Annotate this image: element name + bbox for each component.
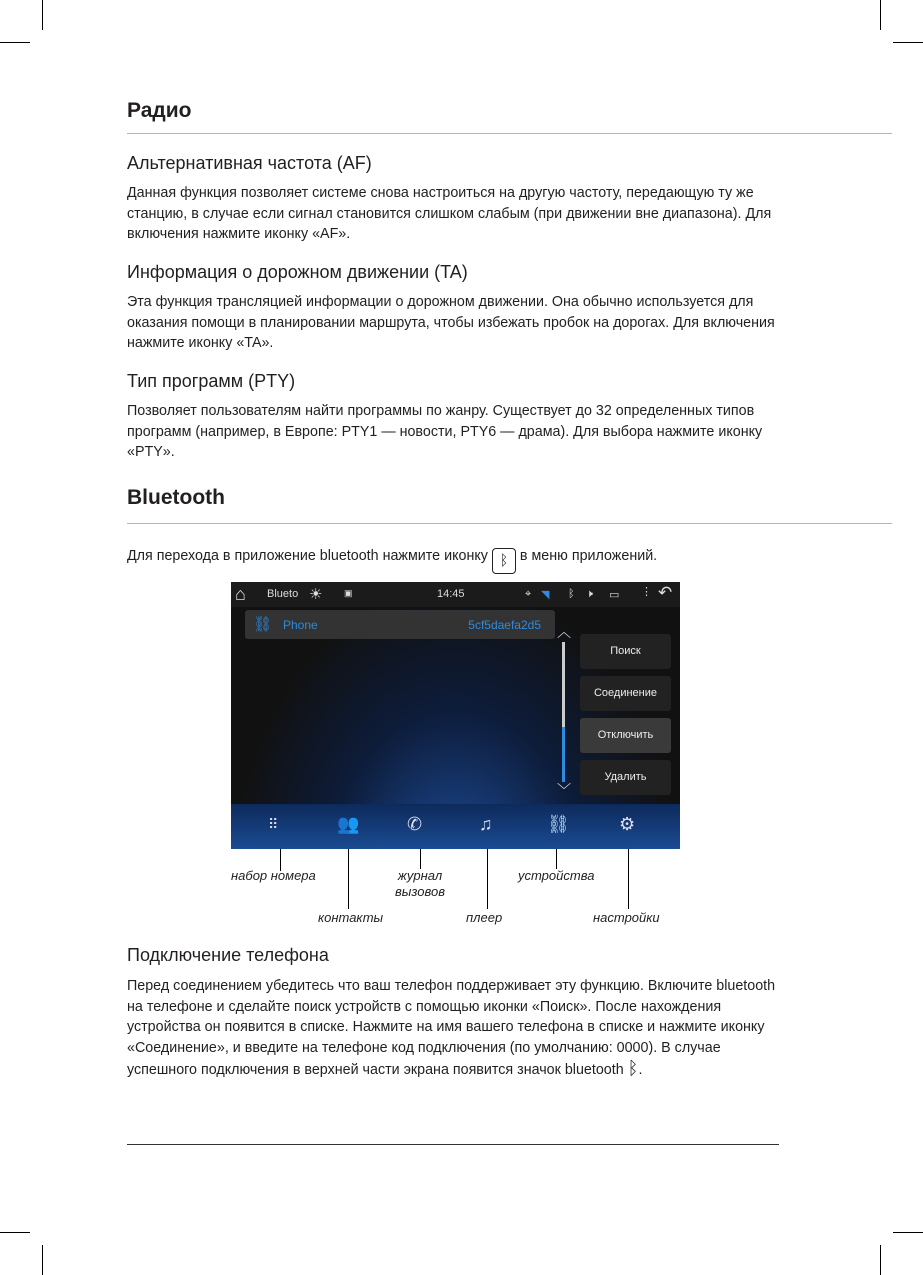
back-icon[interactable]: ↶ <box>658 583 673 602</box>
af-text: Данная функция позволяет системе снова настроиться на другую частоту, передающую ту же станцию, в случае если сигнал становится слишком слабым (при движении вне диапазона). Для включения нажмите иконку «AF». <box>127 185 772 242</box>
gps-icon: ⌖ <box>525 588 532 600</box>
search-button[interactable]: Поиск <box>580 634 671 669</box>
device-id: 5cf5daefa2d5 <box>468 618 541 632</box>
status-bar <box>231 582 680 607</box>
more-icon[interactable]: ⋮ <box>641 586 652 598</box>
callout-line <box>420 849 421 869</box>
delete-button[interactable]: Удалить <box>580 760 671 795</box>
bt-intro <box>127 546 827 574</box>
label-contacts: контакты <box>318 910 384 925</box>
bluetooth-app-icon: ᛒ <box>492 548 516 574</box>
intro-text: Для перехода в приложение bluetooth нажмите иконку <box>127 548 488 564</box>
brightness-icon[interactable]: ☀ <box>309 586 323 603</box>
bluetooth-icon: ᛒ <box>627 1058 639 1078</box>
clock: 14:45 <box>437 588 465 600</box>
ta-heading: Информация о дорожном движении (TA) <box>127 262 468 282</box>
link-icon: ⛓ <box>253 616 273 633</box>
connect-button[interactable]: Соединение <box>580 676 671 711</box>
label-devices: устройства <box>518 868 595 883</box>
connect-heading: Подключение телефона <box>127 945 329 965</box>
windows-icon[interactable]: ▭ <box>609 589 620 601</box>
crop-mark <box>0 1232 30 1233</box>
media-icon: ▣ <box>344 588 353 598</box>
crop-mark <box>42 1245 43 1275</box>
bluetooth-icon: ᛒ <box>568 588 575 600</box>
scroll-down-icon[interactable]: ﹀ <box>557 782 571 798</box>
home-icon[interactable]: ⌂ <box>235 584 246 604</box>
footer-rule <box>127 1144 779 1145</box>
volume-icon[interactable]: 🕨 <box>586 588 593 600</box>
connect-text <box>127 976 782 1081</box>
music-icon[interactable]: ♫ <box>479 814 493 834</box>
settings-icon[interactable]: ⚙ <box>619 814 636 834</box>
callout-line <box>628 849 629 909</box>
wifi-icon: ◥ <box>541 589 550 601</box>
callout-line <box>556 849 557 869</box>
device-name: Phone <box>283 618 318 632</box>
scrollbar[interactable] <box>562 642 565 782</box>
divider <box>127 523 892 524</box>
period: . <box>638 1062 643 1078</box>
crop-mark <box>893 1232 923 1233</box>
scroll-up-icon[interactable]: ︿ <box>557 624 571 640</box>
devices-link-icon[interactable]: ⛓ <box>547 814 570 834</box>
af-heading: Альтернативная частота (AF) <box>127 153 372 173</box>
pty-text: Позволяет пользователям найти программы по жанру. Существует до 32 определенных типов программ (например, в Европе: PTY1 — новости, PTY6 — драма). Для выбора нажмите иконку «PTY». <box>127 403 763 460</box>
call-log-icon[interactable]: ✆ <box>407 814 423 834</box>
bluetooth-app-screenshot <box>231 582 680 849</box>
intro-text-end: в меню приложений. <box>519 548 658 564</box>
crop-mark <box>42 0 43 30</box>
ta-text: Эта функция трансляцией информации о дорожном движении. Она обычно используется для оказания помощи в планировании маршрута, чтобы избежать пробок на дорогах. Для включения нажмите иконку «TA». <box>127 294 775 351</box>
callout-line <box>348 849 349 909</box>
app-title: Blueto <box>267 588 299 600</box>
dialpad-icon[interactable]: ⠿ <box>268 816 279 832</box>
contacts-icon[interactable]: 👥 <box>337 814 360 834</box>
divider <box>127 133 892 134</box>
crop-mark <box>880 0 881 30</box>
label-call-log: журнал вызовов <box>395 868 445 899</box>
bottom-dock <box>231 804 680 849</box>
label-player: плеер <box>466 910 503 925</box>
callout-line <box>487 849 488 909</box>
crop-mark <box>880 1245 881 1275</box>
device-list-item[interactable] <box>245 610 555 639</box>
section-title-radio: Радио <box>127 99 192 122</box>
section-title-bluetooth: Bluetooth <box>127 486 225 509</box>
crop-mark <box>893 42 923 43</box>
connect-body: Перед соединением убедитесь что ваш телефон поддерживает эту функцию. Включите bluetooth на телефоне и сделайте поиск устройств с помощью иконки «Поиск». После нахождения устройства он появится в списке. Нажмите на имя вашего телефона в списке и нажмите иконку «Соединение», и введите на телефоне код подключения (по умолчанию: 0000). В случае успешного подключения в верхней части экрана появится значок bluetooth <box>127 978 776 1078</box>
disconnect-button[interactable]: Отключить <box>580 718 671 753</box>
crop-mark <box>0 42 30 43</box>
pty-heading: Тип программ (PTY) <box>127 371 296 391</box>
label-dial: набор номера <box>231 868 316 883</box>
label-settings: настройки <box>593 910 660 925</box>
